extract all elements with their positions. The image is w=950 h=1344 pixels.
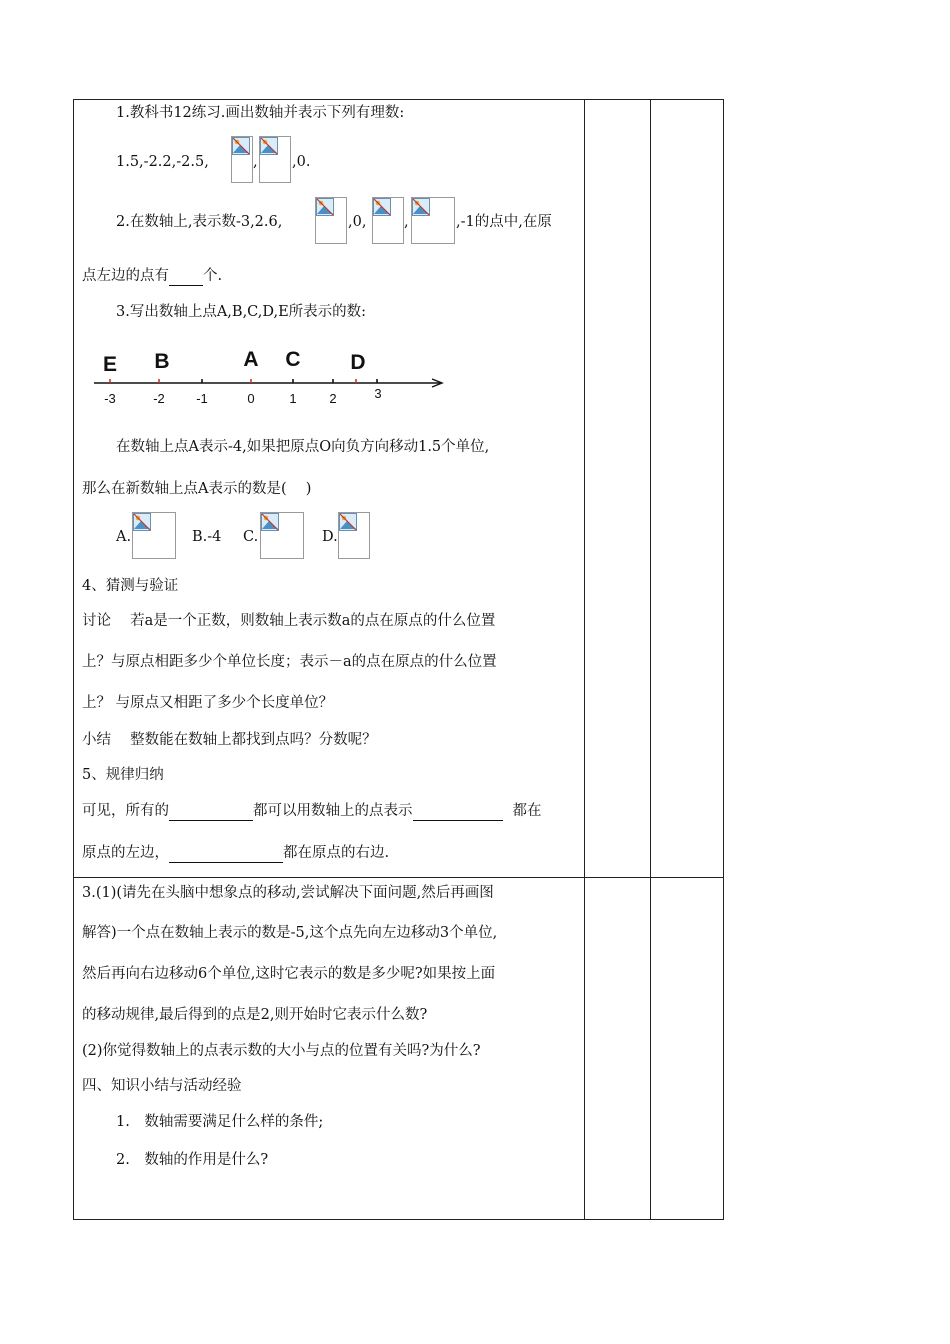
broken-image-icon (260, 512, 304, 559)
rule-text-a: 可见，所有的 (82, 803, 169, 819)
row-2-section-title: 四、知识小结与活动经验 (82, 1078, 242, 1094)
broken-image-icon (259, 136, 291, 183)
column-divider-1 (584, 99, 585, 1220)
shift-problem-line-2: 那么在新数轴上点A表示的数是( ) (82, 481, 312, 497)
table-right-border (723, 99, 724, 1220)
summary-line: 小结 整数能在数轴上都找到点吗？分数呢？ (82, 732, 377, 748)
rule-text-b: 都可以用数轴上的点表示 (253, 803, 413, 819)
point-label: D (350, 351, 366, 374)
point-label: B (154, 350, 170, 373)
question-2-line-1c: , (404, 214, 409, 230)
answer-blank (169, 802, 253, 821)
option-a-label: A. (116, 529, 132, 545)
answer-blank (169, 844, 283, 863)
tick-label: 3 (374, 386, 382, 401)
tick-label: 1 (289, 391, 297, 406)
number-line-figure (88, 338, 450, 410)
point-label: C (285, 348, 301, 371)
question-1-values-c: ,0. (292, 154, 311, 170)
tick-label: -3 (104, 391, 116, 406)
answer-blank (169, 267, 203, 286)
point-label: E (102, 353, 118, 376)
row-divider (73, 877, 724, 878)
broken-image-icon (372, 197, 404, 244)
table-bottom-border (73, 1219, 724, 1220)
question-2-line-2 (82, 267, 222, 286)
rule-text-d: 原点的左边， (82, 845, 169, 861)
tick-label: 2 (329, 391, 337, 406)
summary-item-1: 1. 数轴需要满足什么样的条件; (116, 1114, 324, 1130)
question-2-line-1d: ,-1的点中,在原 (456, 214, 552, 230)
table-left-border (73, 99, 74, 1220)
option-c-label: C. (243, 529, 259, 545)
rule-text-e: 都在原点的右边. (283, 845, 390, 861)
point-labels (103, 348, 366, 376)
row-2-paragraph-2: 解答)一个点在数轴上表示的数是-5,这个点先向左边移动3个单位, (82, 925, 498, 941)
question-2-text: 点左边的点有 (82, 268, 169, 284)
section-5-title: 5、规律归纳 (82, 767, 164, 783)
broken-image-icon (315, 197, 347, 244)
section-4-title: 4、猜测与验证 (82, 578, 179, 594)
rule-text-c: 都在 (512, 803, 542, 819)
rule-line-1 (82, 802, 542, 821)
row-2-paragraph-1: 3.(1)(请先在头脑中想象点的移动,尝试解决下面问题,然后再画图 (82, 885, 494, 901)
column-divider-2 (650, 99, 651, 1220)
rule-line-2 (82, 844, 389, 863)
discussion-line-2: 上？与原点相距多少个单位长度；表示－a的点在原点的什么位置 (82, 654, 497, 670)
question-1-values-b: , (253, 154, 258, 170)
broken-image-icon (411, 197, 455, 244)
point-label: A (243, 348, 259, 371)
shift-problem-line-1: 在数轴上点A表示-4,如果把原点O向负方向移动1.5个单位, (116, 439, 490, 455)
row-2-paragraph-4: 的移动规律,最后得到的点是2,则开始时它表示什么数? (82, 1007, 428, 1023)
tick-label: 0 (247, 391, 255, 406)
broken-image-icon (132, 512, 176, 559)
discussion-line-1: 讨论 若a是一个正数，则数轴上表示数a的点在原点的什么位置 (82, 613, 496, 629)
question-2-suffix: 个. (203, 268, 223, 284)
answer-blank (413, 802, 503, 821)
question-1-values-a: 1.5,-2.2,-2.5, (116, 154, 209, 170)
option-d-label: D. (322, 529, 338, 545)
tick-label: -1 (196, 391, 208, 406)
summary-item-2: 2. 数轴的作用是什么? (116, 1152, 269, 1168)
broken-image-icon (338, 512, 370, 559)
broken-image-icon (231, 136, 253, 183)
table-top-border (73, 99, 724, 100)
discussion-line-3: 上？ 与原点又相距了多少个长度单位？ (82, 695, 334, 711)
tick-labels (104, 386, 381, 406)
question-1-line-1: 1.教科书12练习.画出数轴并表示下列有理数: (116, 105, 405, 121)
question-2-line-1a: 2.在数轴上,表示数-3,2.6, (116, 214, 283, 230)
row-2-paragraph-5: (2)你觉得数轴上的点表示数的大小与点的位置有关吗?为什么? (82, 1043, 481, 1059)
tick-label: -2 (153, 391, 165, 406)
question-3-line: 3.写出数轴上点A,B,C,D,E所表示的数: (116, 304, 367, 320)
question-2-line-1b: ,0, (348, 214, 367, 230)
option-b-label: B.-4 (192, 529, 222, 545)
row-2-paragraph-3: 然后再向右边移动6个单位,这时它表示的数是多少呢?如果按上面 (82, 966, 496, 982)
